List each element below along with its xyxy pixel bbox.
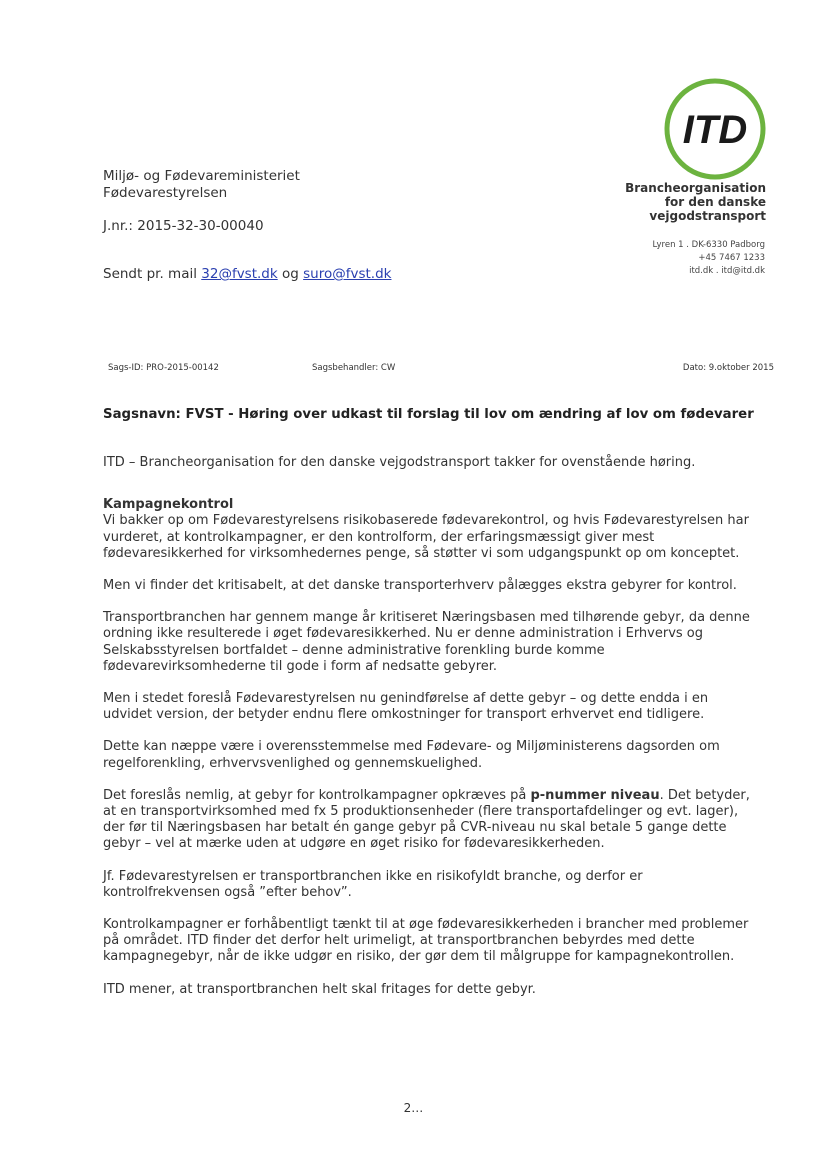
subject-line: Sagsnavn: FVST - Høring over udkast til forslag til lov om ændring af lov om fødevarer (103, 407, 754, 422)
org-line-3: vejgodstransport (649, 209, 766, 223)
sent-by-mail (103, 266, 391, 282)
contact-address: Lyren 1 . DK-6330 Padborg (652, 240, 765, 250)
paragraph-line: gebyr – vel at mærke uden at udgøre en øget risiko for fødevaresikkerheden. (103, 836, 605, 852)
contact-web: itd.dk . itd@itd.dk (689, 266, 765, 276)
paragraph-line: Kontrolkampagner er forhåbentligt tænkt til at øge fødevaresikkerheden i brancher med problemer (103, 917, 749, 933)
org-name (625, 181, 766, 223)
org-line-2: for den danske (664, 195, 766, 209)
org-line-1: Brancheorganisation (625, 181, 766, 195)
paragraph-line: Jf. Fødevarestyrelsen er transportbranchen ikke en risikofyldt branche, og derfor er (103, 868, 643, 884)
paragraph-line (103, 788, 783, 804)
page-number: 2… (403, 1101, 424, 1115)
email-link-2[interactable]: suro@fvst.dk (303, 266, 392, 282)
logo-text: ITD (682, 108, 748, 152)
recipient-agency: Fødevarestyrelsen (103, 185, 228, 201)
email-link-1[interactable]: 32@fvst.dk (201, 266, 278, 282)
text-span: . Det betyder, (659, 787, 750, 803)
paragraph-line: ITD mener, at transportbranchen helt skal fritages for dette gebyr. (103, 981, 536, 997)
recipient-address (103, 168, 300, 202)
case-id: Sags-ID: PRO-2015-00142 (108, 363, 219, 373)
recipient-ministry: Miljø- og Fødevareministeriet (103, 168, 300, 184)
itd-logo (662, 76, 768, 182)
journal-number: J.nr.: 2015-32-30-00040 (103, 218, 264, 234)
paragraph-line: kampagnegebyr, når de ikke udgør en risiko, der gør dem til målgruppe for kampagnekontrollen. (103, 949, 735, 965)
paragraph-line: kontrolfrekvensen også ”efter behov”. (103, 884, 352, 900)
paragraph-line: Selskabsstyrelsen bortfaldet – denne administrative forenkling burde komme (103, 642, 605, 658)
emphasis-p-number: p-nummer niveau (530, 787, 660, 803)
paragraph-line: Transportbranchen har gennem mange år kritiseret Næringsbasen med tilhørende gebyr, da denne (103, 610, 750, 626)
paragraph-line: Men i stedet foreslå Fødevarestyrelsen nu genindførelse af dette gebyr – og dette endda i en (103, 691, 709, 707)
org-contact (653, 239, 765, 278)
paragraph-line: udvidet version, der betyder endnu flere omkostninger for transport erhvervet end tidligere. (103, 707, 705, 723)
paragraph-line: vurderet, at kontrolkampagner, er den kontrolform, der erfaringsmæssigt giver mest (103, 529, 655, 545)
case-handler: Sagsbehandler: CW (312, 363, 396, 373)
sent-mid: og (277, 266, 304, 282)
intro-paragraph: ITD – Brancheorganisation for den danske vejgodstransport takker for ovenstående høring. (103, 455, 696, 470)
paragraph-line: ordning ikke resulterede i øget fødevaresikkerhed. Nu er denne administration i Erhvervs og (103, 626, 704, 642)
contact-phone: +45 7467 1233 (698, 253, 765, 263)
paragraph-line: på området. ITD finder det derfor helt urimeligt, at transportbranchen bebyrdes med dette (103, 933, 695, 949)
paragraph-line: regelforenkling, erhvervsvenlighed og gennemskuelighed. (103, 755, 483, 771)
paragraph-line: der før til Næringsbasen har betalt én gange gebyr på CVR-niveau nu skal betale 5 gange dette (103, 820, 727, 836)
paragraph-line: Dette kan næppe være i overensstemmelse med Fødevare- og Miljøministerens dagsorden om (103, 739, 720, 755)
paragraph-line: fødevarevirksomhederne til gode i form af nedsatte gebyrer. (103, 658, 498, 674)
paragraph-line: fødevaresikkerhed for virksomhedernes penge, så støtter vi som udgangspunkt op om konceptet. (103, 545, 740, 561)
paragraph-line: Men vi finder det kritisabelt, at det danske transporterhverv pålægges ekstra gebyrer for kontrol. (103, 578, 737, 594)
paragraph-line: Vi bakker op om Fødevarestyrelsens risikobaserede fødevarekontrol, og hvis Fødevarestyrelsen har (103, 513, 749, 529)
letter-body (103, 455, 783, 998)
section-heading: Kampagnekontrol (103, 497, 234, 513)
letter-date: Dato: 9.oktober 2015 (682, 363, 774, 373)
paragraph-line: at en transportvirksomhed med fx 5 produktionsenheder (flere transportafdelinger og evt. lager), (103, 804, 739, 820)
sent-prefix: Sendt pr. mail (103, 266, 202, 282)
text-span: Det foreslås nemlig, at gebyr for kontrolkampagner opkræves på (103, 787, 531, 803)
